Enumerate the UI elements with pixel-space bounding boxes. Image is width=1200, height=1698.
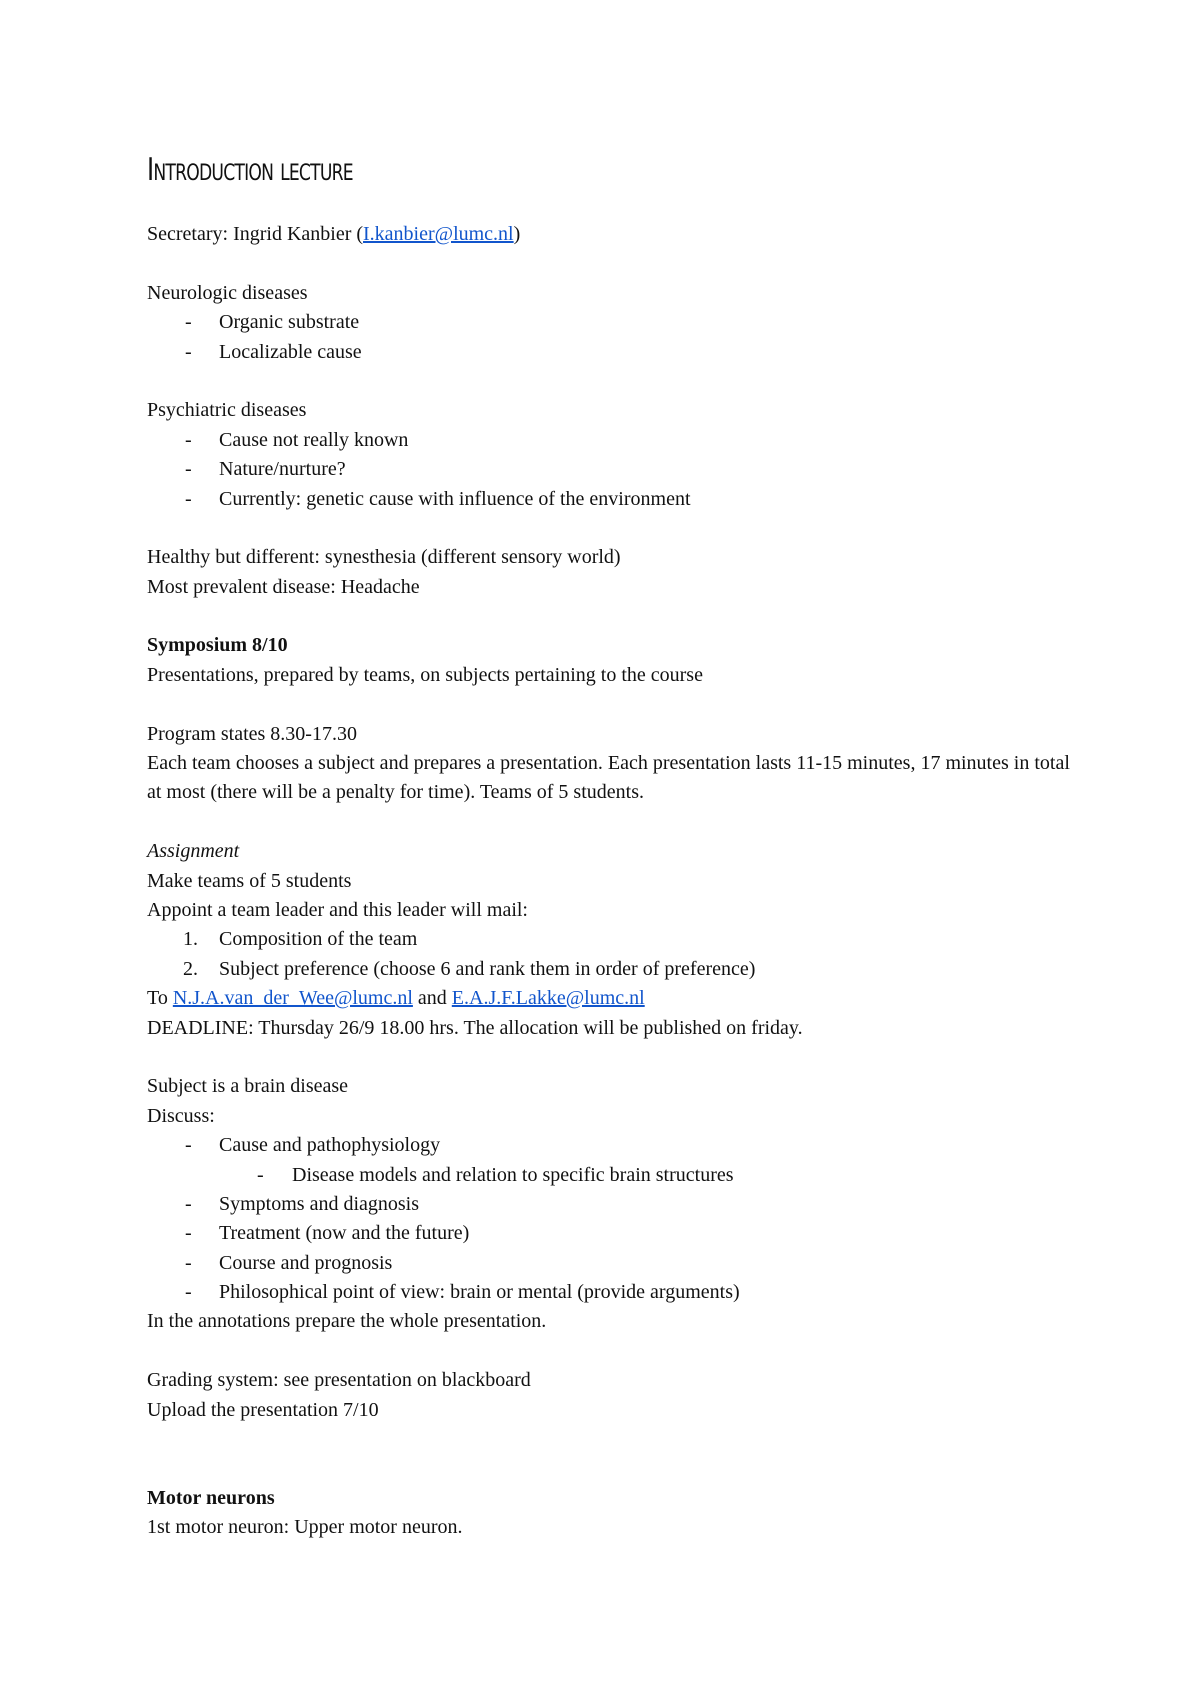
bullet-marker: - — [185, 1281, 192, 1304]
email-link-lakke[interactable]: E.A.J.F.Lakke@lumc.nl — [451, 987, 645, 1010]
to-line — [147, 984, 1077, 1013]
list-item-text: Course and prognosis — [219, 1251, 393, 1274]
list-item — [147, 308, 1077, 337]
list-item — [147, 338, 1077, 367]
discuss-line: Discuss: — [147, 1104, 215, 1127]
list-item — [147, 485, 1077, 514]
list-item-text: Symptoms and diagnosis — [219, 1192, 420, 1215]
grading-line: Grading system: see presentation on blackboard — [147, 1369, 531, 1392]
secretary-line — [147, 220, 1077, 249]
list-item-text: Treatment (now and the future) — [219, 1222, 470, 1245]
bullet-marker: - — [185, 1134, 192, 1157]
list-item-text: Cause not really known — [219, 428, 409, 451]
numbered-item — [147, 925, 1077, 954]
symposium-intro: Presentations, prepared by teams, on subjects pertaining to the course — [147, 663, 703, 686]
to-prefix: To — [147, 987, 173, 1010]
number-marker: 1. — [183, 928, 198, 951]
neuro-heading: Neurologic diseases — [147, 281, 308, 304]
list-item — [147, 426, 1077, 455]
email-link-wee[interactable]: N.J.A.van_der_Wee@lumc.nl — [172, 987, 413, 1010]
page-title: Introduction lecture — [147, 152, 353, 188]
prevalent-line: Most prevalent disease: Headache — [147, 575, 420, 598]
bullet-marker: - — [185, 1251, 192, 1274]
bullet-marker: - — [185, 428, 192, 451]
list-item — [147, 1219, 1077, 1248]
assignment-heading: Assignment — [147, 840, 240, 863]
bullet-marker: - — [185, 340, 192, 363]
and-text: and — [412, 987, 452, 1010]
numbered-item-text: Composition of the team — [219, 928, 418, 951]
each-team-paragraph: Each team chooses a subject and prepares a presentation. Each presentation lasts 11-15 minutes, 17 minutes in total at most (there will be a penalty for time). Teams of 5 students. — [147, 752, 1070, 804]
make-teams-line: Make teams of 5 students — [147, 869, 352, 892]
bullet-marker: - — [185, 458, 192, 481]
list-item — [147, 1249, 1077, 1278]
annotations-line: In the annotations prepare the whole presentation. — [147, 1310, 547, 1333]
numbered-item-text: Subject preference (choose 6 and rank them in order of preference) — [219, 957, 756, 980]
symposium-heading: Symposium 8/10 — [147, 634, 288, 657]
number-marker: 2. — [183, 957, 198, 980]
motor-heading: Motor neurons — [147, 1486, 275, 1509]
bullet-marker: - — [185, 311, 192, 334]
list-item — [147, 455, 1077, 484]
psych-heading: Psychiatric diseases — [147, 399, 307, 422]
upload-line: Upload the presentation 7/10 — [147, 1398, 379, 1421]
bullet-marker: - — [185, 1222, 192, 1245]
list-item-text: Disease models and relation to specific brain structures — [292, 1163, 734, 1186]
list-item-text: Currently: genetic cause with influence of the environment — [219, 487, 691, 510]
document-body — [147, 148, 1077, 1543]
list-item-text: Nature/nurture? — [219, 458, 346, 481]
program-line: Program states 8.30-17.30 — [147, 722, 357, 745]
bullet-marker: - — [257, 1163, 264, 1186]
healthy-line: Healthy but different: synesthesia (different sensory world) — [147, 546, 621, 569]
deadline-line: DEADLINE: Thursday 26/9 18.00 hrs. The allocation will be published on friday. — [147, 1016, 803, 1039]
list-item-text: Philosophical point of view: brain or mental (provide arguments) — [219, 1281, 740, 1304]
list-item — [147, 1190, 1077, 1219]
list-item — [147, 1131, 1077, 1160]
list-item-text: Localizable cause — [219, 340, 362, 363]
bullet-marker: - — [185, 1192, 192, 1215]
appoint-line: Appoint a team leader and this leader will mail: — [147, 899, 528, 922]
bullet-marker: - — [185, 487, 192, 510]
secretary-text: Secretary: Ingrid Kanbier ( — [147, 223, 364, 245]
secretary-email-link[interactable]: I.kanbier@lumc.nl — [363, 223, 514, 245]
secretary-suffix: ) — [513, 223, 521, 245]
motor-line: 1st motor neuron: Upper motor neuron. — [147, 1516, 463, 1539]
list-item — [147, 1278, 1077, 1307]
list-item-text: Cause and pathophysiology — [219, 1134, 441, 1157]
list-item-text: Organic substrate — [219, 311, 360, 334]
subject-line: Subject is a brain disease — [147, 1075, 349, 1098]
sub-list-item — [147, 1161, 1077, 1190]
numbered-item — [147, 955, 1077, 984]
